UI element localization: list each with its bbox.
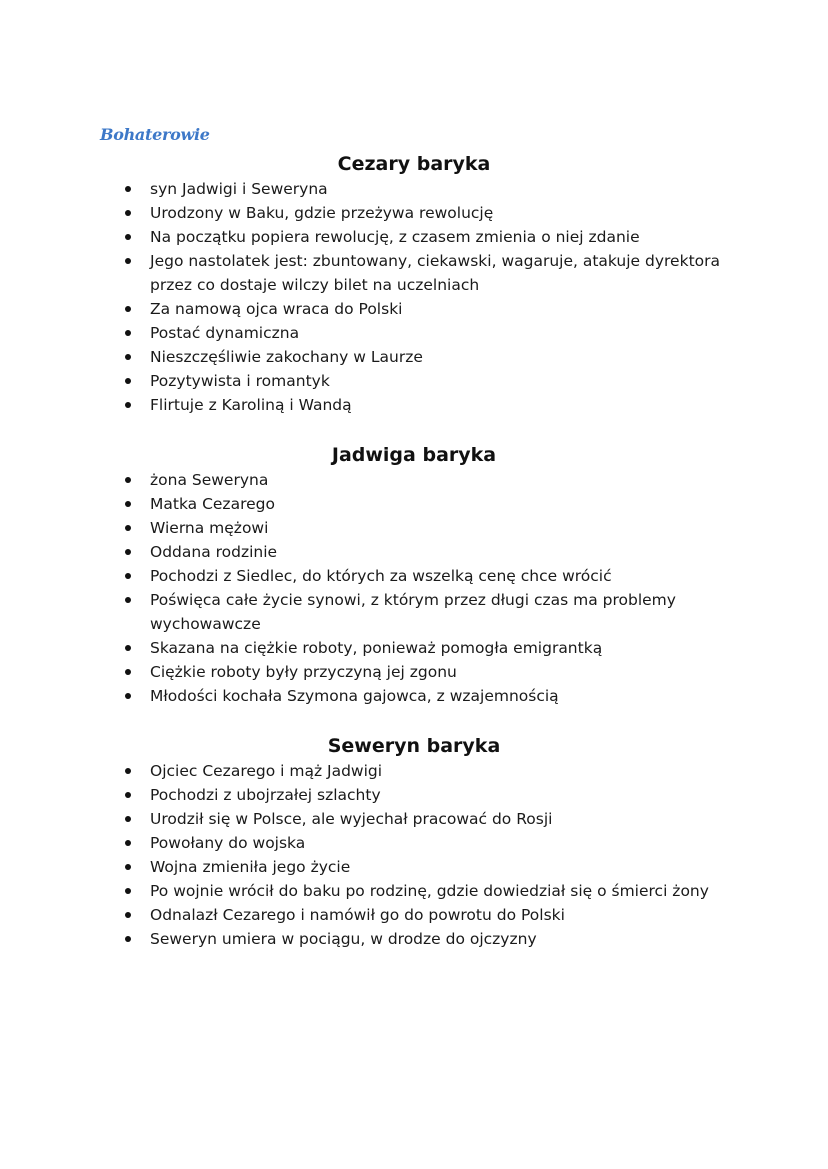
section-jadwiga — [0, 442, 828, 708]
list-item: Postać dynamiczna — [0, 321, 828, 345]
bullet-icon — [125, 477, 131, 483]
list-item: Flirtuje z Karoliną i Wandą — [0, 393, 828, 417]
list-item: Ojciec Cezarego i mąż Jadwigi — [0, 759, 828, 783]
section-seweryn — [0, 733, 828, 951]
bullet-icon — [125, 525, 131, 531]
list-item: syn Jadwigi i Seweryna — [0, 177, 828, 201]
bullet-list — [0, 759, 828, 951]
bullet-icon — [125, 645, 131, 651]
bullet-icon — [125, 912, 131, 918]
document-title: Bohaterowie — [100, 125, 210, 144]
bullet-icon — [125, 597, 131, 603]
list-item: Odnalazł Cezarego i namówił go do powrotu do Polski — [0, 903, 828, 927]
bullet-icon — [125, 669, 131, 675]
list-item: Za namową ojca wraca do Polski — [0, 297, 828, 321]
list-item: Pochodzi z ubojrzałej szlachty — [0, 783, 828, 807]
bullet-icon — [125, 306, 131, 312]
bullet-icon — [125, 693, 131, 699]
list-item: Urodził się w Polsce, ale wyjechał pracować do Rosji — [0, 807, 828, 831]
list-item: Poświęca całe życie synowi, z którym przez długi czas ma problemy wychowawcze — [0, 588, 828, 636]
list-item: żona Seweryna — [0, 468, 828, 492]
list-item: Pochodzi z Siedlec, do których za wszelką cenę chce wrócić — [0, 564, 828, 588]
section-heading: Seweryn baryka — [327, 735, 501, 757]
list-item: Seweryn umiera w pociągu, w drodze do ojczyzny — [0, 927, 828, 951]
list-item: Na początku popiera rewolucję, z czasem zmienia o niej zdanie — [0, 225, 828, 249]
list-item: Urodzony w Baku, gdzie przeżywa rewolucję — [0, 201, 828, 225]
bullet-icon — [125, 888, 131, 894]
list-item: Matka Cezarego — [0, 492, 828, 516]
bullet-icon — [125, 573, 131, 579]
list-item: Nieszczęśliwie zakochany w Laurze — [0, 345, 828, 369]
section-heading: Cezary baryka — [337, 153, 491, 175]
list-item: Wierna mężowi — [0, 516, 828, 540]
list-item: Jego nastolatek jest: zbuntowany, ciekawski, wagaruje, atakuje dyrektora przez co dostaje wilczy bilet na uczelniach — [0, 249, 828, 297]
bullet-icon — [125, 210, 131, 216]
bullet-icon — [125, 354, 131, 360]
list-item: Ciężkie roboty były przyczyną jej zgonu — [0, 660, 828, 684]
bullet-icon — [125, 792, 131, 798]
bullet-icon — [125, 258, 131, 264]
list-item: Po wojnie wrócił do baku po rodzinę, gdzie dowiedział się o śmierci żony — [0, 879, 828, 903]
list-item: Wojna zmieniła jego życie — [0, 855, 828, 879]
bullet-icon — [125, 234, 131, 240]
bullet-list — [0, 177, 828, 417]
bullet-icon — [125, 330, 131, 336]
section-cezary — [0, 151, 828, 417]
bullet-icon — [125, 768, 131, 774]
list-item: Powołany do wojska — [0, 831, 828, 855]
list-item: Pozytywista i romantyk — [0, 369, 828, 393]
bullet-list — [0, 468, 828, 708]
bullet-icon — [125, 816, 131, 822]
section-heading: Jadwiga baryka — [331, 444, 497, 466]
bullet-icon — [125, 186, 131, 192]
bullet-icon — [125, 864, 131, 870]
bullet-icon — [125, 402, 131, 408]
list-item: Młodości kochała Szymona gajowca, z wzajemnością — [0, 684, 828, 708]
bullet-icon — [125, 378, 131, 384]
bullet-icon — [125, 501, 131, 507]
bullet-icon — [125, 840, 131, 846]
list-item: Skazana na ciężkie roboty, ponieważ pomogła emigrantką — [0, 636, 828, 660]
bullet-icon — [125, 936, 131, 942]
list-item: Oddana rodzinie — [0, 540, 828, 564]
bullet-icon — [125, 549, 131, 555]
